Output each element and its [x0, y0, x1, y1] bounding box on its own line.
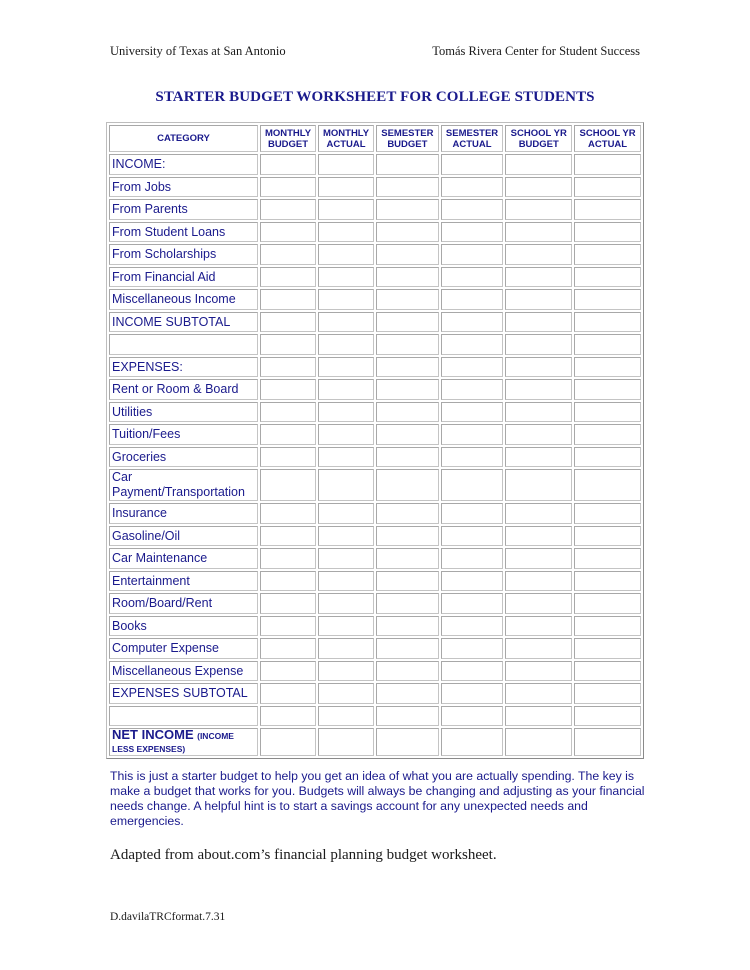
amount-input-cell[interactable]: [441, 199, 504, 220]
amount-input-cell[interactable]: [260, 526, 316, 547]
category-cell: From Parents: [109, 199, 258, 220]
amount-input-cell[interactable]: [574, 661, 641, 682]
amount-input-cell[interactable]: [574, 379, 641, 400]
amount-input-cell[interactable]: [260, 683, 316, 704]
category-cell: [109, 706, 258, 727]
category-cell: EXPENSES:: [109, 357, 258, 378]
amount-input-cell[interactable]: [505, 424, 572, 445]
amount-input-cell[interactable]: [318, 154, 374, 175]
amount-input-cell[interactable]: [260, 548, 316, 569]
table-row: [109, 357, 641, 378]
budget-table: [106, 122, 644, 759]
category-cell: Computer Expense: [109, 638, 258, 659]
amount-input-cell[interactable]: [505, 593, 572, 614]
amount-input-cell[interactable]: [260, 177, 316, 198]
amount-input-cell[interactable]: [376, 593, 439, 614]
amount-input-cell[interactable]: [505, 706, 572, 727]
amount-input-cell[interactable]: [505, 503, 572, 524]
amount-input-cell[interactable]: [260, 638, 316, 659]
amount-input-cell[interactable]: [574, 357, 641, 378]
category-cell: Car Maintenance: [109, 548, 258, 569]
amount-input-cell[interactable]: [441, 289, 504, 310]
amount-input-cell[interactable]: [376, 199, 439, 220]
category-cell: From Scholarships: [109, 244, 258, 265]
table-header-row: [109, 125, 641, 152]
amount-input-cell[interactable]: [505, 267, 572, 288]
amount-input-cell[interactable]: [376, 267, 439, 288]
amount-input-cell[interactable]: [441, 357, 504, 378]
amount-input-cell[interactable]: [260, 199, 316, 220]
amount-input-cell[interactable]: [441, 244, 504, 265]
table-row: [109, 661, 641, 682]
amount-input-cell[interactable]: [376, 706, 439, 727]
category-cell: Entertainment: [109, 571, 258, 592]
amount-input-cell[interactable]: [574, 469, 641, 501]
amount-input-cell[interactable]: [505, 222, 572, 243]
column-header-monthly-actual: MONTHLY ACTUAL: [318, 125, 374, 152]
amount-input-cell[interactable]: [505, 379, 572, 400]
category-cell: Insurance: [109, 503, 258, 524]
amount-input-cell[interactable]: [441, 503, 504, 524]
amount-input-cell[interactable]: [376, 503, 439, 524]
amount-input-cell[interactable]: [318, 593, 374, 614]
amount-input-cell[interactable]: [376, 728, 439, 756]
amount-input-cell[interactable]: [505, 661, 572, 682]
amount-input-cell[interactable]: [318, 728, 374, 756]
amount-input-cell[interactable]: [318, 244, 374, 265]
amount-input-cell[interactable]: [441, 402, 504, 423]
amount-input-cell[interactable]: [376, 312, 439, 333]
page-title: STARTER BUDGET WORKSHEET FOR COLLEGE STUDENTS: [155, 89, 595, 105]
amount-input-cell[interactable]: [318, 222, 374, 243]
table-row: [109, 548, 641, 569]
amount-input-cell[interactable]: [505, 312, 572, 333]
amount-input-cell[interactable]: [376, 244, 439, 265]
table-body: [109, 154, 641, 756]
amount-input-cell[interactable]: [441, 616, 504, 637]
table-row: [109, 638, 641, 659]
amount-input-cell[interactable]: [505, 289, 572, 310]
table-row: [109, 267, 641, 288]
table-row: [109, 379, 641, 400]
amount-input-cell[interactable]: [376, 154, 439, 175]
category-cell: INCOME:: [109, 154, 258, 175]
amount-input-cell[interactable]: [505, 683, 572, 704]
amount-input-cell[interactable]: [574, 638, 641, 659]
amount-input-cell[interactable]: [574, 402, 641, 423]
amount-input-cell[interactable]: [318, 402, 374, 423]
column-header-semester-actual: SEMESTER ACTUAL: [441, 125, 504, 152]
category-cell: Car Payment/Transportation: [109, 469, 258, 501]
column-header-school-yr-budget: SCHOOL YR BUDGET: [505, 125, 572, 152]
amount-input-cell[interactable]: [318, 424, 374, 445]
amount-input-cell[interactable]: [260, 334, 316, 355]
amount-input-cell[interactable]: [318, 571, 374, 592]
amount-input-cell[interactable]: [441, 661, 504, 682]
table-row: [109, 616, 641, 637]
amount-input-cell[interactable]: [441, 728, 504, 756]
amount-input-cell[interactable]: [441, 177, 504, 198]
amount-input-cell[interactable]: [505, 571, 572, 592]
amount-input-cell[interactable]: [318, 616, 374, 637]
amount-input-cell[interactable]: [574, 177, 641, 198]
column-header-school-yr-actual: SCHOOL YR ACTUAL: [574, 125, 641, 152]
amount-input-cell[interactable]: [376, 447, 439, 468]
amount-input-cell[interactable]: [260, 593, 316, 614]
category-cell: EXPENSES SUBTOTAL: [109, 683, 258, 704]
table-row: [109, 728, 641, 756]
amount-input-cell[interactable]: [376, 571, 439, 592]
advice-note: This is just a starter budget to help you get an idea of what you are actually spending. The key is make a budget that works for you. Budgets will always be changing and adjusting as your financial needs change. A helpful hint is to start a savings account for any unexpected needs and emergencies.: [110, 769, 645, 828]
amount-input-cell[interactable]: [505, 638, 572, 659]
amount-input-cell[interactable]: [441, 593, 504, 614]
amount-input-cell[interactable]: [376, 661, 439, 682]
amount-input-cell[interactable]: [505, 616, 572, 637]
amount-input-cell[interactable]: [260, 222, 316, 243]
amount-input-cell[interactable]: [318, 447, 374, 468]
amount-input-cell[interactable]: [376, 357, 439, 378]
amount-input-cell[interactable]: [376, 548, 439, 569]
amount-input-cell[interactable]: [574, 154, 641, 175]
amount-input-cell[interactable]: [574, 267, 641, 288]
amount-input-cell[interactable]: [441, 706, 504, 727]
attribution-text: Adapted from about.com’s financial planning budget worksheet.: [110, 847, 497, 863]
category-cell: Rent or Room & Board: [109, 379, 258, 400]
amount-input-cell[interactable]: [376, 683, 439, 704]
amount-input-cell[interactable]: [505, 199, 572, 220]
amount-input-cell[interactable]: [318, 177, 374, 198]
amount-input-cell[interactable]: [574, 593, 641, 614]
amount-input-cell[interactable]: [318, 526, 374, 547]
category-cell: Utilities: [109, 402, 258, 423]
amount-input-cell[interactable]: [574, 334, 641, 355]
amount-input-cell[interactable]: [441, 638, 504, 659]
amount-input-cell[interactable]: [505, 357, 572, 378]
amount-input-cell[interactable]: [505, 469, 572, 501]
amount-input-cell[interactable]: [260, 616, 316, 637]
amount-input-cell[interactable]: [376, 334, 439, 355]
table-row: [109, 683, 641, 704]
amount-input-cell[interactable]: [574, 706, 641, 727]
amount-input-cell[interactable]: [318, 379, 374, 400]
category-cell: Books: [109, 616, 258, 637]
amount-input-cell[interactable]: [260, 244, 316, 265]
table-row: [109, 334, 641, 355]
amount-input-cell[interactable]: [260, 706, 316, 727]
amount-input-cell[interactable]: [318, 289, 374, 310]
table-row: [109, 177, 641, 198]
amount-input-cell[interactable]: [441, 312, 504, 333]
table-row: [109, 289, 641, 310]
table-row: [109, 593, 641, 614]
amount-input-cell[interactable]: [574, 447, 641, 468]
amount-input-cell[interactable]: [441, 267, 504, 288]
amount-input-cell[interactable]: [318, 661, 374, 682]
amount-input-cell[interactable]: [318, 683, 374, 704]
amount-input-cell[interactable]: [318, 638, 374, 659]
table-row: [109, 706, 641, 727]
category-cell: Miscellaneous Expense: [109, 661, 258, 682]
amount-input-cell[interactable]: [260, 728, 316, 756]
amount-input-cell[interactable]: [441, 424, 504, 445]
category-cell: Groceries: [109, 447, 258, 468]
amount-input-cell[interactable]: [505, 447, 572, 468]
amount-input-cell[interactable]: [318, 334, 374, 355]
amount-input-cell[interactable]: [505, 526, 572, 547]
amount-input-cell[interactable]: [376, 638, 439, 659]
amount-input-cell[interactable]: [376, 402, 439, 423]
column-header-category: CATEGORY: [109, 125, 258, 152]
footer-format-id: D.davilaTRCformat.7.31: [110, 911, 226, 923]
amount-input-cell[interactable]: [574, 683, 641, 704]
amount-input-cell[interactable]: [318, 312, 374, 333]
amount-input-cell[interactable]: [376, 526, 439, 547]
amount-input-cell[interactable]: [260, 469, 316, 501]
amount-input-cell[interactable]: [574, 199, 641, 220]
amount-input-cell[interactable]: [260, 661, 316, 682]
amount-input-cell[interactable]: [441, 469, 504, 501]
amount-input-cell[interactable]: [376, 469, 439, 501]
table-row: [109, 154, 641, 175]
amount-input-cell[interactable]: [260, 154, 316, 175]
category-cell: From Student Loans: [109, 222, 258, 243]
table-row: [109, 199, 641, 220]
amount-input-cell[interactable]: [318, 706, 374, 727]
amount-input-cell[interactable]: [376, 289, 439, 310]
amount-input-cell[interactable]: [441, 334, 504, 355]
amount-input-cell[interactable]: [574, 616, 641, 637]
amount-input-cell[interactable]: [505, 244, 572, 265]
amount-input-cell[interactable]: [574, 424, 641, 445]
header-center-name: Tomás Rivera Center for Student Success: [432, 44, 640, 58]
amount-input-cell[interactable]: [574, 548, 641, 569]
category-cell: [109, 334, 258, 355]
table-row: [109, 424, 641, 445]
category-cell: NET INCOME (INCOME LESS EXPENSES): [109, 728, 258, 756]
amount-input-cell[interactable]: [376, 222, 439, 243]
amount-input-cell[interactable]: [318, 357, 374, 378]
amount-input-cell[interactable]: [376, 424, 439, 445]
amount-input-cell[interactable]: [376, 177, 439, 198]
amount-input-cell[interactable]: [574, 312, 641, 333]
category-cell: From Jobs: [109, 177, 258, 198]
category-cell: INCOME SUBTOTAL: [109, 312, 258, 333]
amount-input-cell[interactable]: [441, 379, 504, 400]
table-row: [109, 571, 641, 592]
amount-input-cell[interactable]: [574, 503, 641, 524]
category-cell: Room/Board/Rent: [109, 593, 258, 614]
amount-input-cell[interactable]: [260, 312, 316, 333]
table-row: [109, 402, 641, 423]
amount-input-cell[interactable]: [505, 177, 572, 198]
amount-input-cell[interactable]: [441, 222, 504, 243]
amount-input-cell[interactable]: [318, 199, 374, 220]
amount-input-cell[interactable]: [574, 571, 641, 592]
amount-input-cell[interactable]: [318, 548, 374, 569]
amount-input-cell[interactable]: [441, 548, 504, 569]
amount-input-cell[interactable]: [318, 503, 374, 524]
table-row: [109, 503, 641, 524]
amount-input-cell[interactable]: [441, 154, 504, 175]
amount-input-cell[interactable]: [260, 357, 316, 378]
amount-input-cell[interactable]: [260, 267, 316, 288]
amount-input-cell[interactable]: [441, 526, 504, 547]
amount-input-cell[interactable]: [574, 289, 641, 310]
amount-input-cell[interactable]: [260, 402, 316, 423]
amount-input-cell[interactable]: [376, 379, 439, 400]
amount-input-cell[interactable]: [260, 424, 316, 445]
category-cell: Miscellaneous Income: [109, 289, 258, 310]
category-cell: Gasoline/Oil: [109, 526, 258, 547]
column-header-monthly-budget: MONTHLY BUDGET: [260, 125, 316, 152]
category-cell: Tuition/Fees: [109, 424, 258, 445]
amount-input-cell[interactable]: [505, 402, 572, 423]
amount-input-cell[interactable]: [260, 289, 316, 310]
amount-input-cell[interactable]: [505, 728, 572, 756]
amount-input-cell[interactable]: [574, 244, 641, 265]
table-row: [109, 222, 641, 243]
table-row: [109, 526, 641, 547]
amount-input-cell[interactable]: [574, 728, 641, 756]
category-cell: From Financial Aid: [109, 267, 258, 288]
table-row: [109, 447, 641, 468]
table-row: [109, 244, 641, 265]
column-header-semester-budget: SEMESTER BUDGET: [376, 125, 439, 152]
amount-input-cell[interactable]: [260, 379, 316, 400]
amount-input-cell[interactable]: [574, 526, 641, 547]
table-row: [109, 469, 641, 501]
amount-input-cell[interactable]: [260, 571, 316, 592]
amount-input-cell[interactable]: [505, 548, 572, 569]
amount-input-cell[interactable]: [260, 503, 316, 524]
amount-input-cell[interactable]: [505, 154, 572, 175]
table-row: [109, 312, 641, 333]
header-institution: University of Texas at San Antonio: [110, 44, 286, 58]
amount-input-cell[interactable]: [441, 571, 504, 592]
amount-input-cell[interactable]: [505, 334, 572, 355]
amount-input-cell[interactable]: [574, 222, 641, 243]
amount-input-cell[interactable]: [441, 683, 504, 704]
amount-input-cell[interactable]: [318, 469, 374, 501]
amount-input-cell[interactable]: [318, 267, 374, 288]
amount-input-cell[interactable]: [376, 616, 439, 637]
amount-input-cell[interactable]: [441, 447, 504, 468]
amount-input-cell[interactable]: [260, 447, 316, 468]
